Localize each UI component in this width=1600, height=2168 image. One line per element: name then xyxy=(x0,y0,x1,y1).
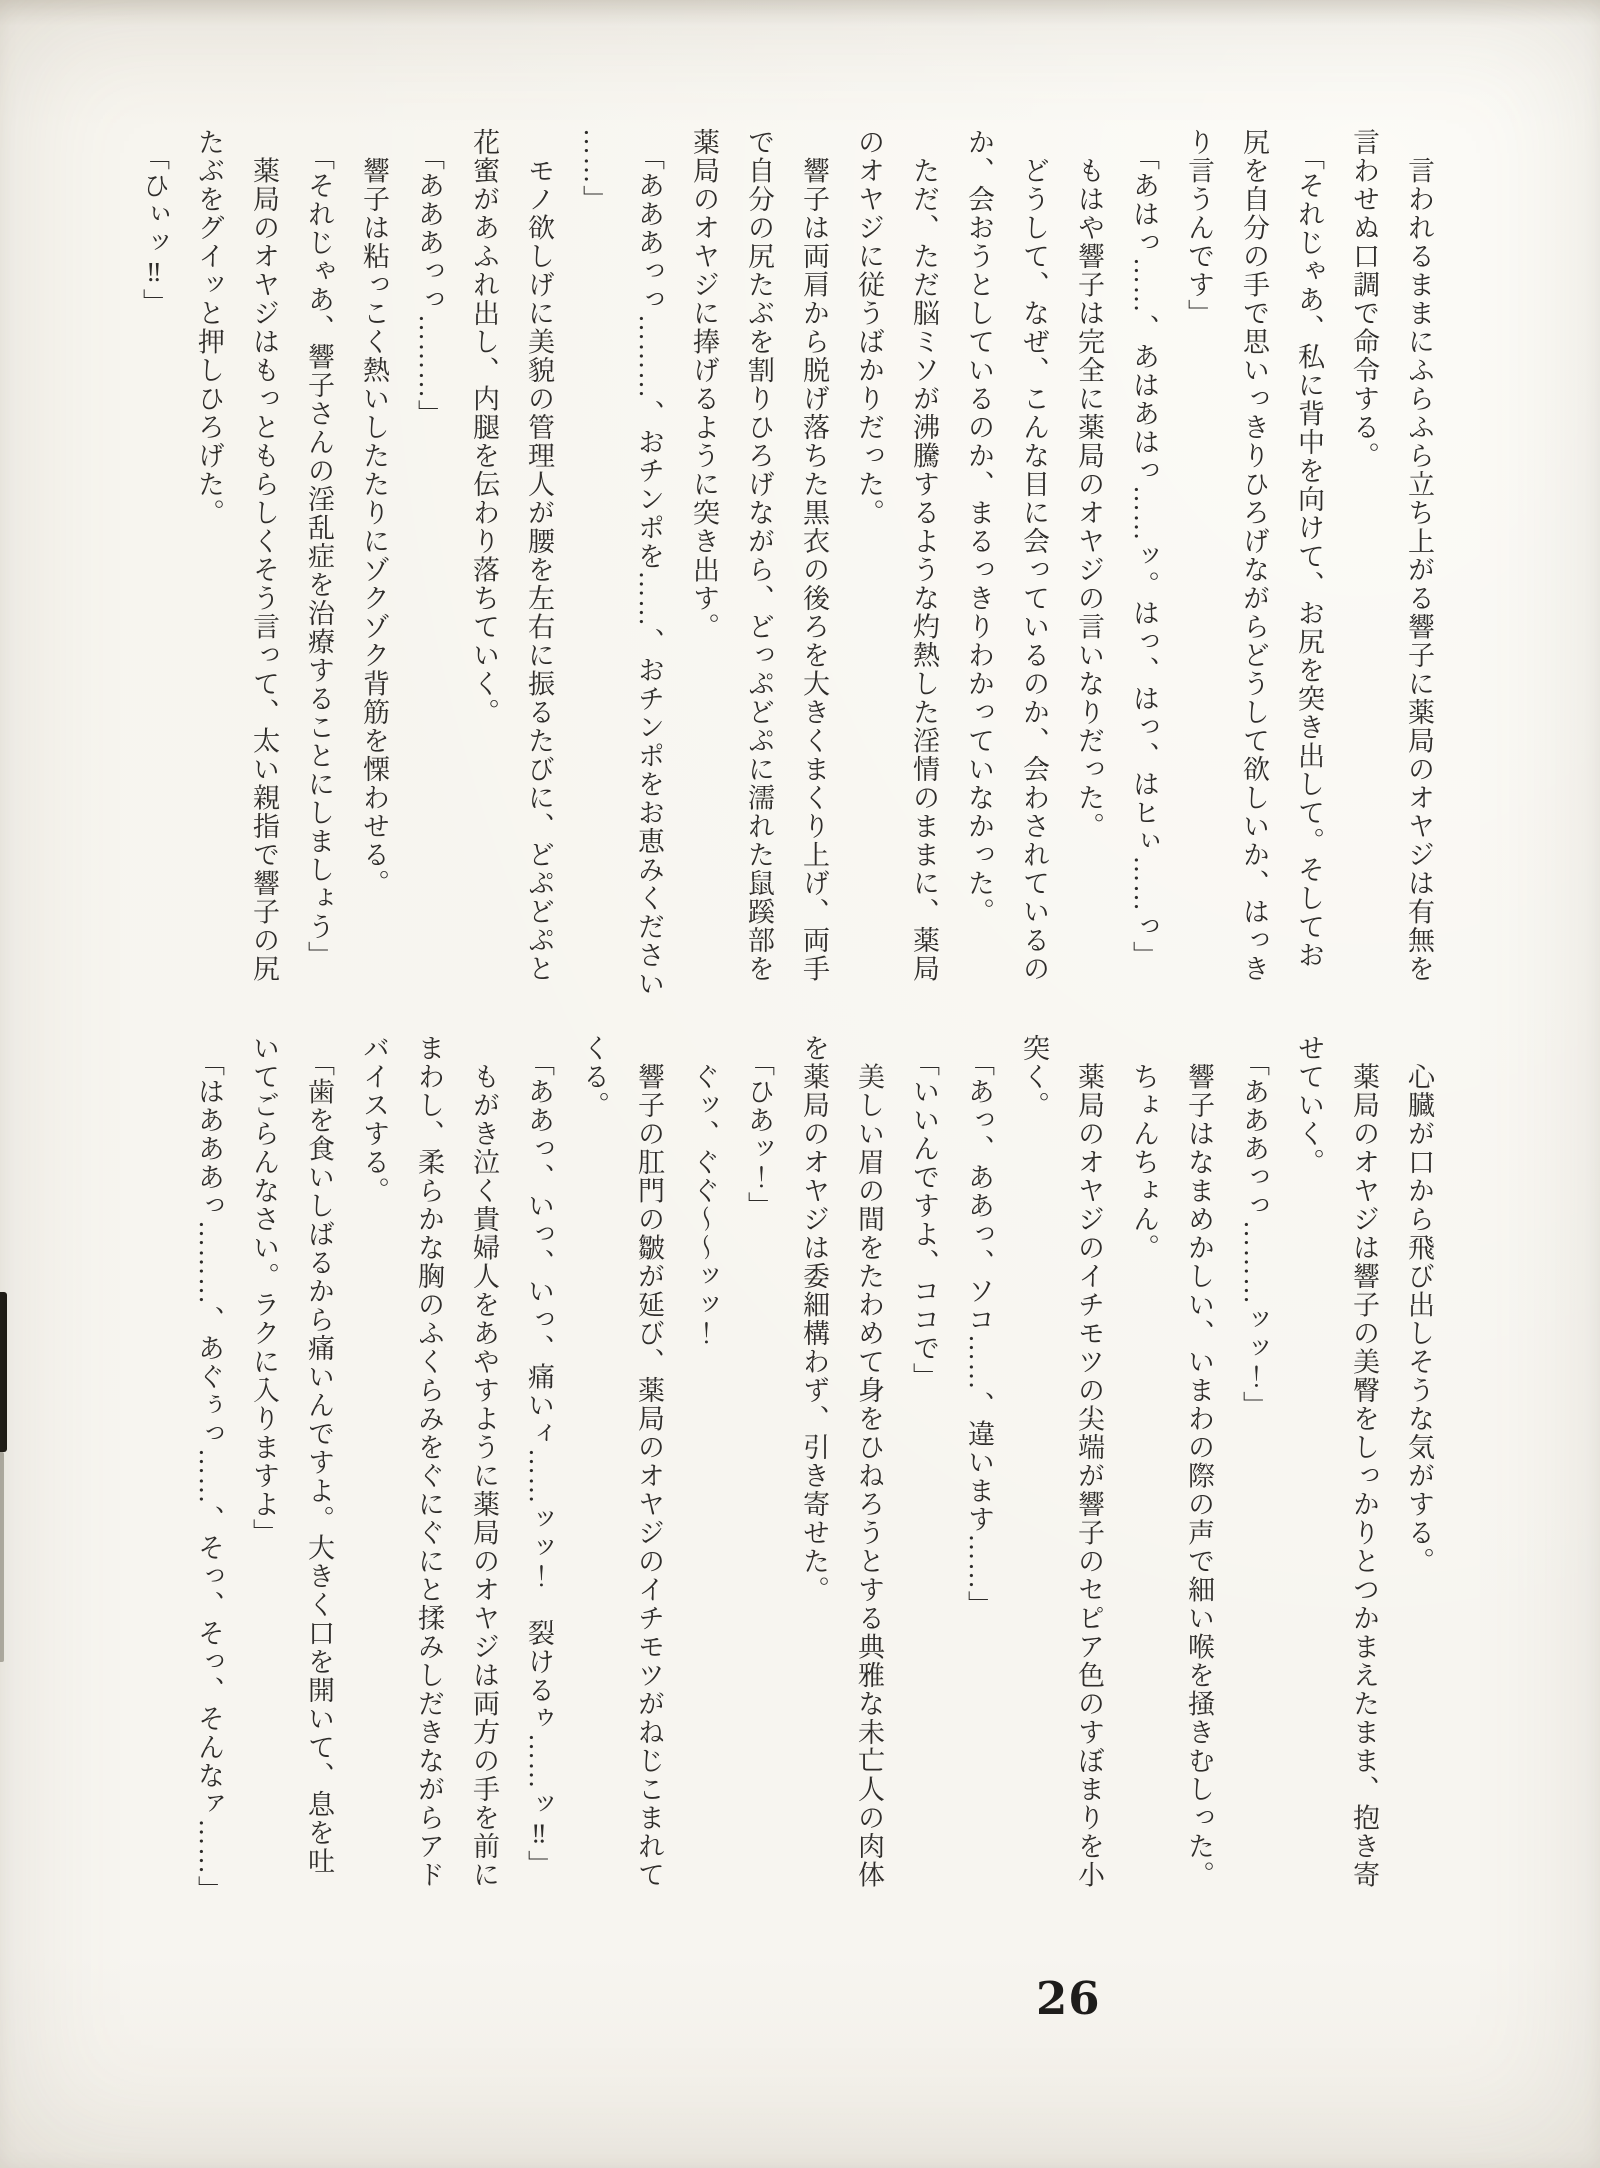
text-line: 「ああっ、いっ、いっ、痛いィ……ッッ！ 裂けるゥ……ッ‼」 xyxy=(524,1034,554,1879)
text-line: 「あああっっ………ッッ！」 xyxy=(1239,1034,1269,1420)
text-line: もはや響子は完全に薬局のオヤジの言いなりだった。 xyxy=(1074,128,1104,841)
text-line: 薬局のオヤジはもっともらしくそう言って、太い親指で響子の尻 xyxy=(249,128,279,983)
text-line: を薬局のオヤジは委細構わず、引き寄せた。 xyxy=(799,1034,829,1604)
text-line: ……」 xyxy=(579,128,609,214)
scan-edge-artifact xyxy=(0,1452,4,1662)
text-line: 「ひあッ！」 xyxy=(744,1034,774,1220)
text-line: 美しい眉の間をたわめて身をひねろうとする典雅な未亡人の肉体 xyxy=(854,1034,884,1889)
text-line: まわし、柔らかな胸のふくらみをぐにぐにと揉みしだきながらアド xyxy=(414,1034,444,1889)
text-line: 「あっ、ああっ、ソコ……、違います……」 xyxy=(964,1034,994,1619)
text-line: モノ欲しげに美貌の管理人が腰を左右に振るたびに、どぷどぷと xyxy=(524,128,554,983)
text-line: のオヤジに従うばかりだった。 xyxy=(854,128,884,527)
text-block-bottom xyxy=(181,1034,1446,1924)
text-line: 「ひぃッ‼」 xyxy=(139,128,169,317)
text-line: 「それじゃあ、私に背中を向けて、お尻を突き出して。そしてお xyxy=(1294,128,1324,970)
text-line: ちょんちょん。 xyxy=(1129,1034,1159,1262)
text-line: 「いいんですよ、ココで」 xyxy=(909,1034,939,1391)
text-line: 尻を自分の手で思いっきりひろげながらどうして欲しいか、はっき xyxy=(1239,128,1269,983)
text-line: くる。 xyxy=(579,1034,609,1120)
text-line: か、会おうとしているのか、まるっきりわかっていなかった。 xyxy=(964,128,994,926)
text-line: いてごらんなさい。ラクに入りますよ」 xyxy=(249,1034,279,1547)
text-line: たぶをグイッと押しひろげた。 xyxy=(194,128,224,527)
text-line: もがき泣く貴婦人をあやすように薬局のオヤジは両方の手を前に xyxy=(469,1034,499,1889)
text-line: 「歯を食いしばるから痛いんですよ。大きく口を開いて、息を吐 xyxy=(304,1034,334,1876)
scan-edge-artifact xyxy=(0,1292,7,1452)
text-line: せていく。 xyxy=(1294,1034,1324,1177)
text-line: 響子は粘っこく熱いしたたりにゾクゾク背筋を慄わせる。 xyxy=(359,128,389,898)
text-line: 薬局のオヤジは響子の美臀をしっかりとつかまえたまま、抱き寄 xyxy=(1349,1034,1379,1889)
text-line: 心臓が口から飛び出しそうな気がする。 xyxy=(1404,1034,1434,1576)
text-line: 言われるままにふらふら立ち上がる響子に薬局のオヤジは有無を xyxy=(1404,128,1434,983)
text-line: 「あああっっ………、おチンポを……、おチンポをお恵みください xyxy=(634,128,664,998)
text-line: り言うんです」 xyxy=(1184,128,1214,328)
text-line: 響子の肛門の皺が延び、薬局のオヤジのイチモツがねじこまれて xyxy=(634,1034,664,1889)
scan-shadow xyxy=(0,0,1600,26)
text-line: 響子は両肩から脱げ落ちた黒衣の後ろを大きくまくり上げ、両手 xyxy=(799,128,829,983)
text-line: 突く。 xyxy=(1019,1034,1049,1120)
text-line: 薬局のオヤジのイチモツの尖端が響子のセピア色のすぼまりを小 xyxy=(1074,1034,1104,1889)
text-line: 響子はなまめかしい、いまわの際の声で細い喉を掻きむしった。 xyxy=(1184,1034,1214,1889)
text-line: 「それじゃあ、響子さんの淫乱症を治療することにしましょう」 xyxy=(304,128,334,970)
text-line: 言わせぬ口調で命令する。 xyxy=(1349,128,1379,470)
text-line: ただ、ただ脳ミソが沸騰するような灼熱した淫情のままに、薬局 xyxy=(909,128,939,983)
text-line: 花蜜があふれ出し、内腿を伝わり落ちていく。 xyxy=(469,128,499,727)
page-number: 26 xyxy=(1036,1972,1101,2025)
text-line: バイスする。 xyxy=(359,1034,389,1205)
text-line: 「あああっっ………」 xyxy=(414,128,444,428)
text-line: で自分の尻たぶを割りひろげながら、どっぷどぷに濡れた鼠蹊部を xyxy=(744,128,774,983)
text-line: 「はあああっ………、あぐぅっ……、そっ、そっ、そんなァ……」 xyxy=(194,1034,224,1904)
text-line: 「あはっ……、あはあはっ……ッ。はっ、はっ、はヒぃ……っ」 xyxy=(1129,128,1159,970)
text-line: 薬局のオヤジに捧げるように突き出す。 xyxy=(689,128,719,641)
text-line: どうして、なぜ、こんな目に会っているのか、会わされているの xyxy=(1019,128,1049,983)
text-line: ぐッ、ぐぐ〜〜ッッ！ xyxy=(689,1034,719,1348)
text-block-top xyxy=(126,128,1446,1018)
